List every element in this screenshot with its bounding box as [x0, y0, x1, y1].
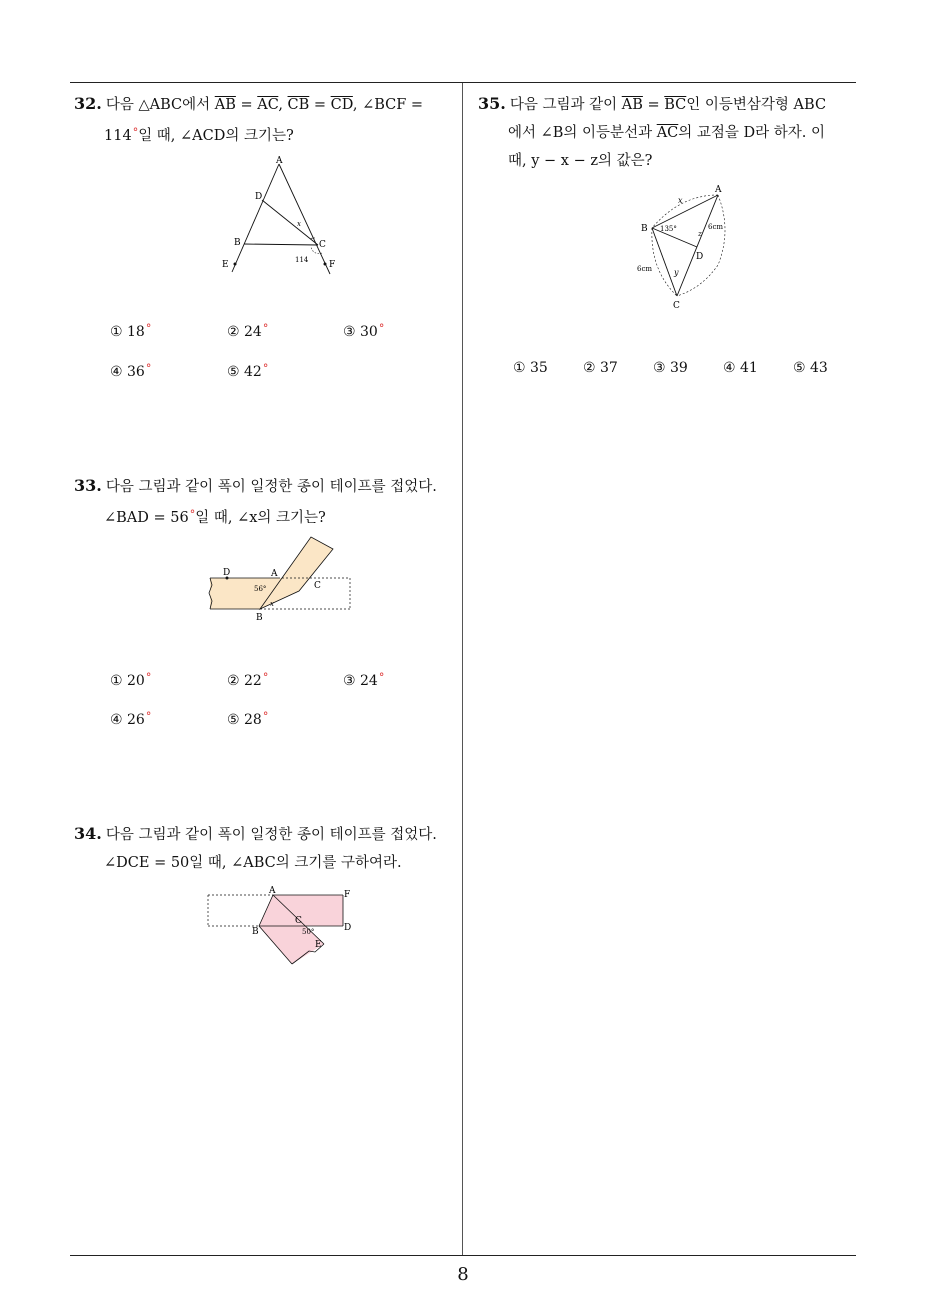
q33-figure [205, 533, 355, 625]
choice-mark: ⑤ [793, 360, 806, 376]
choice-mark: ④ [723, 360, 736, 376]
choice-value: 37 [600, 360, 618, 376]
q35-label-z: z [698, 230, 702, 238]
choice-value: 28 [244, 712, 262, 728]
choice-value: 30 [360, 324, 378, 340]
choice-mark: ③ [653, 360, 666, 376]
top-rule [70, 82, 856, 83]
q35-figure [630, 180, 740, 310]
choice-mark: ③ [343, 673, 356, 689]
q35-text: 인 이등변삼각형 ABC [686, 97, 827, 113]
degree-mark: ° [145, 322, 152, 335]
column-divider [462, 83, 463, 1255]
q35-choice-5[interactable] [793, 360, 828, 376]
degree-mark: ° [145, 671, 152, 684]
q32-segment-cd [262, 200, 318, 245]
q32-seg-cd: $\overline{CD}$ [330, 97, 353, 113]
choice-value: 22 [244, 673, 262, 689]
q33-label-b: B [256, 613, 263, 623]
question-33 [74, 472, 437, 532]
question-32 [74, 90, 423, 150]
choice-value: 42 [244, 364, 262, 380]
choice-mark: ③ [343, 324, 356, 340]
q32-label-a: A [276, 156, 283, 166]
q32-text: 일 때, ∠ACD의 크기는? [138, 128, 294, 144]
choice-mark: ② [227, 324, 240, 340]
choice-value: 24 [244, 324, 262, 340]
choice-value: 43 [810, 360, 828, 376]
choice-mark: ② [227, 673, 240, 689]
q33-line2 [74, 501, 437, 532]
q35-text: 때, y − x − z의 값은? [508, 153, 653, 169]
q35-choice-3[interactable] [653, 360, 688, 376]
q34-label-angle: 50° [302, 928, 315, 936]
q35-line2 [478, 119, 826, 147]
q35-text: 다음 그림과 같이 [509, 97, 622, 113]
degree-mark: ° [262, 710, 269, 723]
q32-label-f: F [329, 260, 336, 270]
degree-mark: ° [262, 362, 269, 375]
q32-sep: , [278, 97, 288, 113]
q32-label-b: B [234, 238, 241, 248]
q35-label-b: B [641, 224, 648, 234]
choice-value: 41 [740, 360, 758, 376]
q35-seg-ab: $\overline{AB}$ [621, 97, 643, 113]
degree-mark: ° [262, 322, 269, 335]
q34-label-e: E [315, 940, 322, 950]
q35-line1 [478, 90, 826, 119]
choice-mark: ② [583, 360, 596, 376]
choice-mark: ⑤ [227, 712, 240, 728]
q34-label-c: C [295, 916, 302, 926]
q32-label-angle: 114 [295, 256, 309, 264]
choice-mark: ① [110, 324, 123, 340]
choice-value: 24 [360, 673, 378, 689]
q32-text: , ∠BCF = [352, 97, 424, 113]
choice-value: 39 [670, 360, 688, 376]
q34-line2 [74, 849, 437, 877]
degree-mark: ° [145, 710, 152, 723]
q34-tape-pink [259, 895, 343, 964]
q35-choice-1[interactable] [513, 360, 548, 376]
q32-angle-value: 114 [104, 128, 132, 144]
q32-angle-arc [310, 238, 315, 239]
q32-line1 [74, 90, 423, 119]
choice-value: 18 [127, 324, 145, 340]
q34-label-b: B [252, 927, 259, 937]
q35-side-ac [677, 195, 718, 296]
q35-choice-4[interactable] [723, 360, 758, 376]
q33-choice-1[interactable] [110, 671, 151, 689]
q32-figure [215, 152, 345, 277]
q32-number: 32. [74, 94, 102, 113]
q33-number: 33. [74, 476, 102, 495]
q33-text: ∠BAD = 56 [104, 510, 189, 526]
q33-choice-2[interactable] [227, 671, 268, 689]
q34-text: 다음 그림과 같이 폭이 일정한 종이 테이프를 접었다. [105, 827, 437, 843]
q33-text: 일 때, ∠x의 크기는? [195, 510, 326, 526]
q32-seg-ab: $\overline{AB}$ [214, 97, 236, 113]
choice-value: 36 [127, 364, 145, 380]
q35-label-a: A [715, 185, 722, 195]
choice-value: 26 [127, 712, 145, 728]
q32-choice-1[interactable] [110, 322, 151, 340]
choice-mark: ④ [110, 364, 123, 380]
degree-mark: ° [378, 322, 385, 335]
q33-label-c: C [314, 581, 321, 591]
q35-side-bc [652, 228, 677, 296]
choice-value: 35 [530, 360, 548, 376]
q35-label-c: C [673, 301, 680, 310]
q35-arc-right [677, 195, 725, 296]
q32-eq: = [235, 97, 258, 113]
degree-mark: ° [378, 671, 385, 684]
q35-label-y: y [674, 268, 679, 277]
q33-label-angle: 56° [254, 585, 267, 593]
q33-choice-4[interactable] [110, 710, 151, 728]
choice-value: 20 [127, 673, 145, 689]
q34-text: ∠DCE = 50일 때, ∠ABC의 크기를 구하여라. [104, 855, 402, 871]
q32-seg-cb: $\overline{CB}$ [287, 97, 310, 113]
q32-label-c: C [319, 240, 326, 250]
q32-choice-2[interactable] [227, 322, 268, 340]
q35-label-angle: 135° [660, 225, 677, 233]
q35-label-len1: 6cm [708, 223, 724, 231]
q33-label-d: D [223, 568, 231, 578]
page-number: 8 [457, 1264, 469, 1285]
q35-seg-bc: $\overline{BC}$ [664, 97, 687, 113]
q33-line1 [74, 472, 437, 501]
q32-choice-4[interactable] [110, 362, 151, 380]
degree-mark: ° [189, 508, 196, 521]
q35-line3 [478, 147, 826, 175]
q34-figure [203, 884, 363, 966]
q33-text: 다음 그림과 같이 폭이 일정한 종이 테이프를 접었다. [105, 479, 437, 495]
q35-choice-2[interactable] [583, 360, 618, 376]
q32-point-e [234, 263, 237, 266]
q32-point-f [324, 263, 327, 266]
degree-mark: ° [262, 671, 269, 684]
degree-mark: ° [132, 126, 139, 139]
q35-label-d: D [696, 252, 704, 262]
q35-text: 의 교점을 D라 하자. 이 [678, 125, 826, 141]
choice-mark: ① [110, 673, 123, 689]
choice-mark: ① [513, 360, 526, 376]
q33-choice-3[interactable] [343, 671, 384, 689]
q32-label-x: x [297, 220, 301, 228]
q35-label-x: x [678, 196, 683, 205]
q32-side-ab [232, 164, 279, 272]
question-34 [74, 820, 437, 877]
q34-number: 34. [74, 824, 102, 843]
q33-label-x: x [270, 600, 274, 608]
q35-seg-ac: $\overline{AC}$ [656, 125, 679, 141]
q32-label-d: D [255, 192, 263, 202]
choice-mark: ⑤ [227, 364, 240, 380]
q32-line2 [74, 119, 423, 150]
q35-eq: = [642, 97, 665, 113]
q34-label-f: F [344, 890, 351, 900]
degree-mark: ° [145, 362, 152, 375]
q32-label-e: E [222, 260, 229, 270]
q35-text: 에서 ∠B의 이등분선과 [508, 125, 657, 141]
q34-line1 [74, 820, 437, 849]
q34-label-a: A [269, 886, 276, 896]
q32-seg-ac: $\overline{AC}$ [257, 97, 279, 113]
question-35 [478, 90, 826, 175]
q32-choice-5[interactable] [227, 362, 268, 380]
q32-side-bc [244, 244, 318, 245]
q32-eq: = [309, 97, 331, 113]
q35-label-len2: 6cm [637, 265, 653, 273]
q33-label-a: A [271, 569, 278, 579]
q35-number: 35. [478, 94, 506, 113]
q32-text: 다음 △ABC에서 [105, 97, 215, 113]
q34-label-d: D [344, 923, 352, 933]
bottom-rule [70, 1255, 856, 1256]
q33-choice-5[interactable] [227, 710, 268, 728]
choice-mark: ④ [110, 712, 123, 728]
q32-choice-3[interactable] [343, 322, 384, 340]
